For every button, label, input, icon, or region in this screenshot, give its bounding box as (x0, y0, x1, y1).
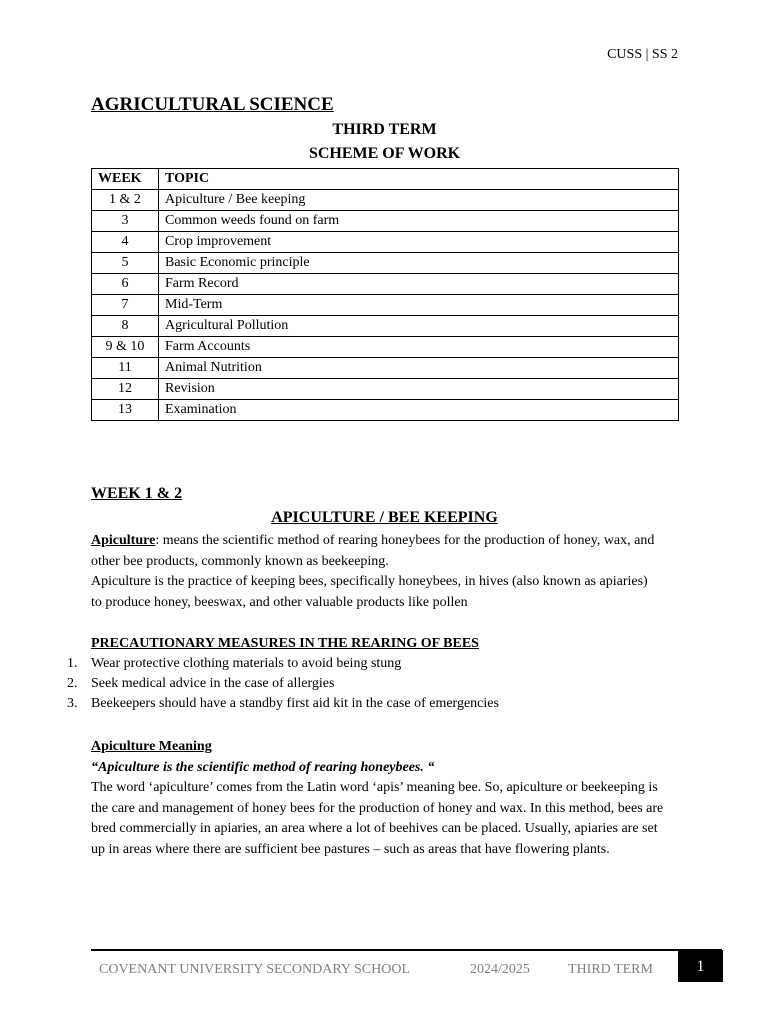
week-cell: 11 (92, 358, 159, 379)
week-cell: 3 (92, 211, 159, 232)
footer-school-name: COVENANT UNIVERSITY SECONDARY SCHOOL (99, 962, 410, 977)
table-row (92, 337, 679, 358)
measures-list (67, 654, 499, 714)
topic-cell: Basic Economic principle (159, 253, 679, 274)
footer-session: 2024/2025 (470, 962, 530, 977)
definition-paragraph (91, 531, 681, 572)
definition-text: : means the scientific method of rearing honeybees for the production of honey, wax, and other bee products, commonly known as beekeeping. (91, 533, 655, 569)
table-row (92, 379, 679, 400)
scheme-heading: SCHEME OF WORK (308, 145, 461, 162)
week-cell: 9 & 10 (92, 337, 159, 358)
footer-term: THIRD TERM (568, 962, 653, 977)
table-row (92, 232, 679, 253)
table-row (92, 358, 679, 379)
table-row (92, 253, 679, 274)
topic-cell: Mid-Term (159, 295, 679, 316)
measures-heading: PRECAUTIONARY MEASURES IN THE REARING OF BEES (91, 636, 479, 651)
topic-cell: Agricultural Pollution (159, 316, 679, 337)
week-cell: 12 (92, 379, 159, 400)
term-heading: THIRD TERM (332, 121, 437, 138)
week-cell: 5 (92, 253, 159, 274)
definition-term: Apiculture (91, 533, 156, 548)
practice-paragraph: Apiculture is the practice of keeping bees, specifically honeybees, in hives (also known as apiaries) to produce honey, beeswax, and other valuable products like pollen (91, 574, 648, 610)
table-header-week: WEEK (92, 169, 159, 190)
page-number: 1 (678, 950, 723, 982)
week-cell: 8 (92, 316, 159, 337)
table-row (92, 316, 679, 337)
scheme-of-work-table (91, 168, 679, 421)
topic-cell: Common weeds found on farm (159, 211, 679, 232)
topic-cell: Farm Accounts (159, 337, 679, 358)
week-cell: 1 & 2 (92, 190, 159, 211)
topic-title: APICULTURE / BEE KEEPING (271, 509, 498, 526)
topic-cell: Revision (159, 379, 679, 400)
meaning-heading: Apiculture Meaning (91, 739, 212, 754)
list-item: 2. Seek medical advice in the case of allergies (67, 676, 335, 691)
topic-cell: Animal Nutrition (159, 358, 679, 379)
table-row (92, 190, 679, 211)
topic-cell: Examination (159, 400, 679, 421)
footer-divider (91, 949, 722, 951)
list-item: 3. Beekeepers should have a standby first aid kit in the case of emergencies (67, 696, 499, 711)
table-header-topic: TOPIC (159, 169, 679, 190)
meaning-paragraph: The word ‘apiculture’ comes from the Latin word ‘apis’ meaning bee. So, apiculture or beekeeping is the care and management of honey bees for the production of honey and wax. In this method, bees are bred commercially in apiaries, an area where a lot of beehives can be placed. Usually, apiaries are set up in areas where there are sufficient bee pastures – such as areas that have flowering plants. (91, 780, 664, 857)
topic-cell: Farm Record (159, 274, 679, 295)
table-row (92, 400, 679, 421)
meaning-quote: “Apiculture is the scientific method of rearing honeybees. “ (91, 760, 435, 775)
week-cell: 7 (92, 295, 159, 316)
table-header-row (92, 169, 679, 190)
week-cell: 13 (92, 400, 159, 421)
header-school-code: CUSS | SS 2 (607, 47, 678, 62)
week-cell: 6 (92, 274, 159, 295)
table-row (92, 274, 679, 295)
topic-cell: Apiculture / Bee keeping (159, 190, 679, 211)
subject-title: AGRICULTURAL SCIENCE (91, 94, 334, 115)
week-cell: 4 (92, 232, 159, 253)
topic-cell: Crop improvement (159, 232, 679, 253)
list-item: 1. Wear protective clothing materials to avoid being stung (67, 656, 402, 671)
table-row (92, 211, 679, 232)
week-title: WEEK 1 & 2 (91, 485, 183, 502)
table-row (92, 295, 679, 316)
